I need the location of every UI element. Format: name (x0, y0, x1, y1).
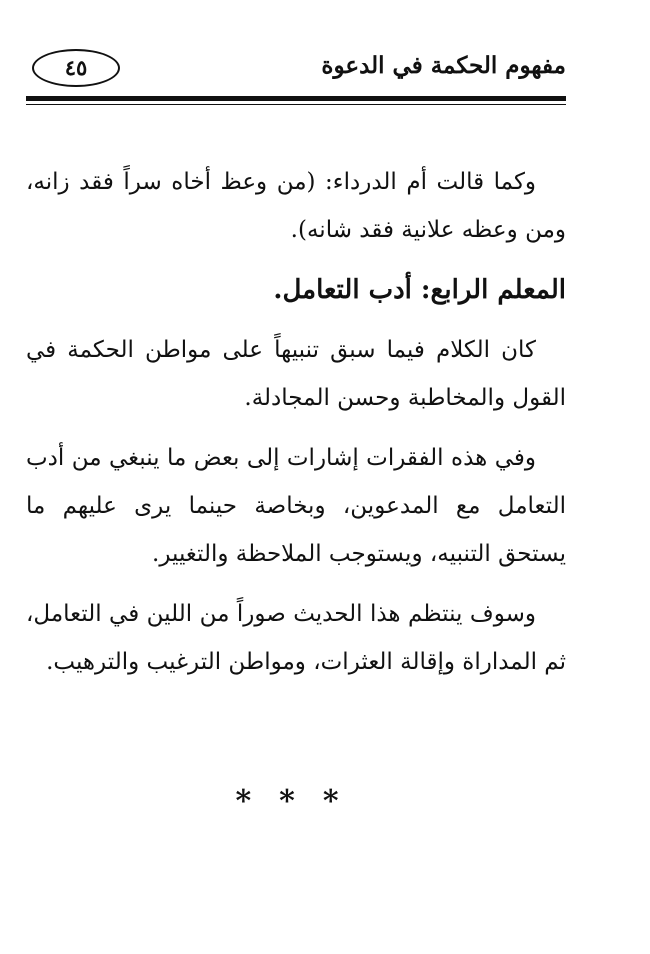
header-rule-thin (26, 104, 566, 105)
section-divider-ornament: *** (235, 784, 367, 819)
paragraph-body: وفي هذه الفقرات إشارات إلى بعض ما ينبغي من أدب التعامل مع المدعوين، وبخاصة حينما يرى عليهم ما يستحق التنبيه، ويستوجب الملاحظة والتغيير. (26, 445, 566, 567)
running-title: مفهوم الحكمة في الدعوة (321, 52, 566, 79)
page-header (26, 48, 566, 92)
section-heading: المعلم الرابع: أدب التعامل. (273, 275, 566, 305)
paragraph-intro: كان الكلام فيما سبق تنبيهاً على مواطن الحكمة في القول والمخاطبة وحسن المجادلة. (26, 337, 566, 411)
page-number: ٤٥ (32, 49, 120, 87)
paragraph-quote: وكما قالت أم الدرداء: (من وعظ أخاه سراً فقد زانه، ومن وعظه علانية فقد شانه). (26, 169, 566, 243)
page-body (26, 158, 566, 698)
paragraph-outline: وسوف ينتظم هذا الحديث صوراً من اللين في التعامل، ثم المداراة وإقالة العثرات، ومواطن الترغيب والترهيب. (26, 601, 566, 675)
header-rule-thick (26, 96, 566, 101)
